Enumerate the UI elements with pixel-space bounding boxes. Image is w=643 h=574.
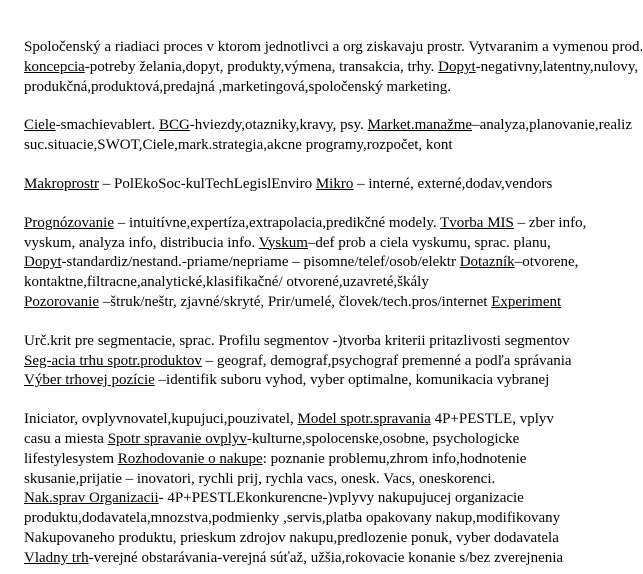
underlined-term: Nak.sprav Organizacii <box>24 490 159 507</box>
text-run: Iniciator, ovplyvnovatel,kupujuci,pouzivatel, <box>24 411 298 428</box>
text-line <box>24 253 577 273</box>
text-run: - 4P+PESTLEkonkurencne-)vplyvy nakupujucej organizacie <box>158 490 524 507</box>
text-line <box>24 371 577 391</box>
underlined-term: Model spotr.spravania <box>297 411 431 428</box>
text-run: : poznanie problemu,zhrom info,hodnotenie <box>262 450 527 467</box>
underlined-term: Rozhodovanie o nakupe <box>117 450 263 467</box>
text-line <box>24 410 577 430</box>
text-run: vyskum, analyza info, distribucia info. <box>24 234 259 251</box>
underlined-term: Dopyt <box>438 58 476 75</box>
underlined-term: Ciele <box>24 117 56 134</box>
underlined-term: Dotazník <box>459 254 515 271</box>
text-run: – PolEkoSoc-kulTechLegislEnviro <box>99 175 316 192</box>
paragraph-gap <box>24 195 577 214</box>
paragraph-gap <box>24 156 577 175</box>
paragraph <box>24 214 587 313</box>
paragraph <box>24 38 643 97</box>
text-run: – zber info, <box>513 214 587 231</box>
document-page <box>24 38 643 569</box>
paragraph-gap <box>24 391 577 410</box>
text-run: skusanie,prijatie – inovatori, rychli prij, rychla vacs, onesk. Vacs, oneskorenci. <box>24 470 496 487</box>
text-run: 4P+PESTLE, vplyv <box>430 411 554 428</box>
text-line <box>24 234 577 254</box>
text-line <box>24 58 639 78</box>
text-run: -verejné obstarávania-verejná súťaž, užšia,rokovacie konanie s/bez zverejnenia <box>88 549 564 566</box>
text-run: -smachievablert. <box>55 117 159 134</box>
text-line <box>24 175 577 195</box>
text-run: casu a miesta <box>24 430 108 447</box>
underlined-term: koncepcia <box>24 58 85 75</box>
text-run: suc.situacie,SWOT,Ciele,mark.strategia,akcne programy,rozpočet, kont <box>24 137 453 154</box>
text-run: kontaktne,filtracne,analytické,klasifikačné/ otvorené,uzavreté,škály <box>24 274 429 291</box>
text-run: Urč.krit pre segmentacie, sprac. Profilu segmentov -)tvorba kriterii pritazlivosti segmentov <box>24 332 570 349</box>
text-run: -kulturne,spolocenske,osobne, psychologicke <box>246 430 520 447</box>
text-run: – intuitívne,expertíza,extrapolacia,predikčné modely. <box>113 214 441 231</box>
text-line <box>24 352 577 372</box>
text-run: produkčná,produktová,predajná ,marketingová,spoločenský marketing. <box>24 78 451 95</box>
underlined-term: Pozorovanie <box>24 293 99 310</box>
underlined-term: Makroprostr <box>24 175 99 192</box>
text-line <box>24 430 577 450</box>
underlined-term: Seg-acia trhu spotr.produktov <box>24 352 202 369</box>
paragraph <box>24 116 632 156</box>
underlined-term: Prognózovanie <box>24 214 114 231</box>
text-run: –analyza,planovanie,realiz <box>472 117 632 134</box>
paragraph <box>24 410 577 568</box>
underlined-term: Mikro <box>315 175 354 192</box>
text-run: – geograf, demograf,psychograf premenné a podľa správania <box>201 352 572 369</box>
text-run: Nakupovaneho produktu, prieskum zdrojov nakupu,predlozenie ponuk, vyber dodavatela <box>24 529 559 546</box>
text-run: -standardiz/nestand.-priame/nepriame – pisomne/telef/osob/elektr <box>61 254 460 271</box>
text-line <box>24 470 577 490</box>
underlined-term: Dopyt <box>24 254 62 271</box>
paragraph-gap <box>24 313 577 332</box>
underlined-term: Experiment <box>491 293 562 310</box>
underlined-term: Market.manažme <box>367 117 473 134</box>
text-run: –štruk/neštr, zjavné/skryté, Prir/umelé, človek/tech.pros/internet <box>98 293 492 310</box>
text-line <box>24 136 577 156</box>
underlined-term: BCG <box>158 117 190 134</box>
text-line <box>24 549 577 569</box>
text-run: –def prob a ciela vyskumu, sprac. planu, <box>307 234 551 251</box>
text-run: –identifik suboru vyhod, vyber optimalne, komunikacia vybranej <box>154 372 550 389</box>
text-line <box>24 214 587 234</box>
text-line <box>24 509 577 529</box>
text-run: -potreby želania,dopyt, produkty,výmena, transakcia, trhy. <box>84 58 439 75</box>
underlined-term: Vladny trh <box>24 549 89 566</box>
underlined-term: Vyskum <box>258 234 308 251</box>
paragraph <box>24 332 577 391</box>
text-line <box>24 273 577 293</box>
text-run: –otvorene, <box>514 254 579 271</box>
underlined-term: Výber trhovej pozície <box>24 372 155 389</box>
paragraph <box>24 175 577 195</box>
text-run: – interné, externé,dodav,vendors <box>353 175 553 192</box>
text-line <box>24 332 577 352</box>
text-run: produktu,dodavatela,mnozstva,podmienky ,servis,platba opakovany nakup,modifikovany <box>24 510 561 527</box>
text-run: lifestylesystem <box>24 450 118 467</box>
text-line <box>24 489 577 509</box>
text-line <box>24 78 577 98</box>
underlined-term: Tvorba MIS <box>440 214 514 231</box>
text-line <box>24 450 577 470</box>
text-line <box>24 116 632 136</box>
text-line <box>24 38 643 58</box>
paragraph-gap <box>24 97 577 116</box>
underlined-term: Spotr spravanie ovplyv <box>107 430 247 447</box>
text-line <box>24 293 577 313</box>
text-run: -negativny,latentny,nulovy, <box>475 58 639 75</box>
text-line <box>24 529 577 549</box>
text-run: Spoločenský a riadiaci proces v ktorom jednotlivci a org ziskavaju prostr. Vytvaranim a vymenou prod. <box>24 39 643 55</box>
text-run: -hviezdy,otazniky,kravy, psy. <box>189 117 368 134</box>
